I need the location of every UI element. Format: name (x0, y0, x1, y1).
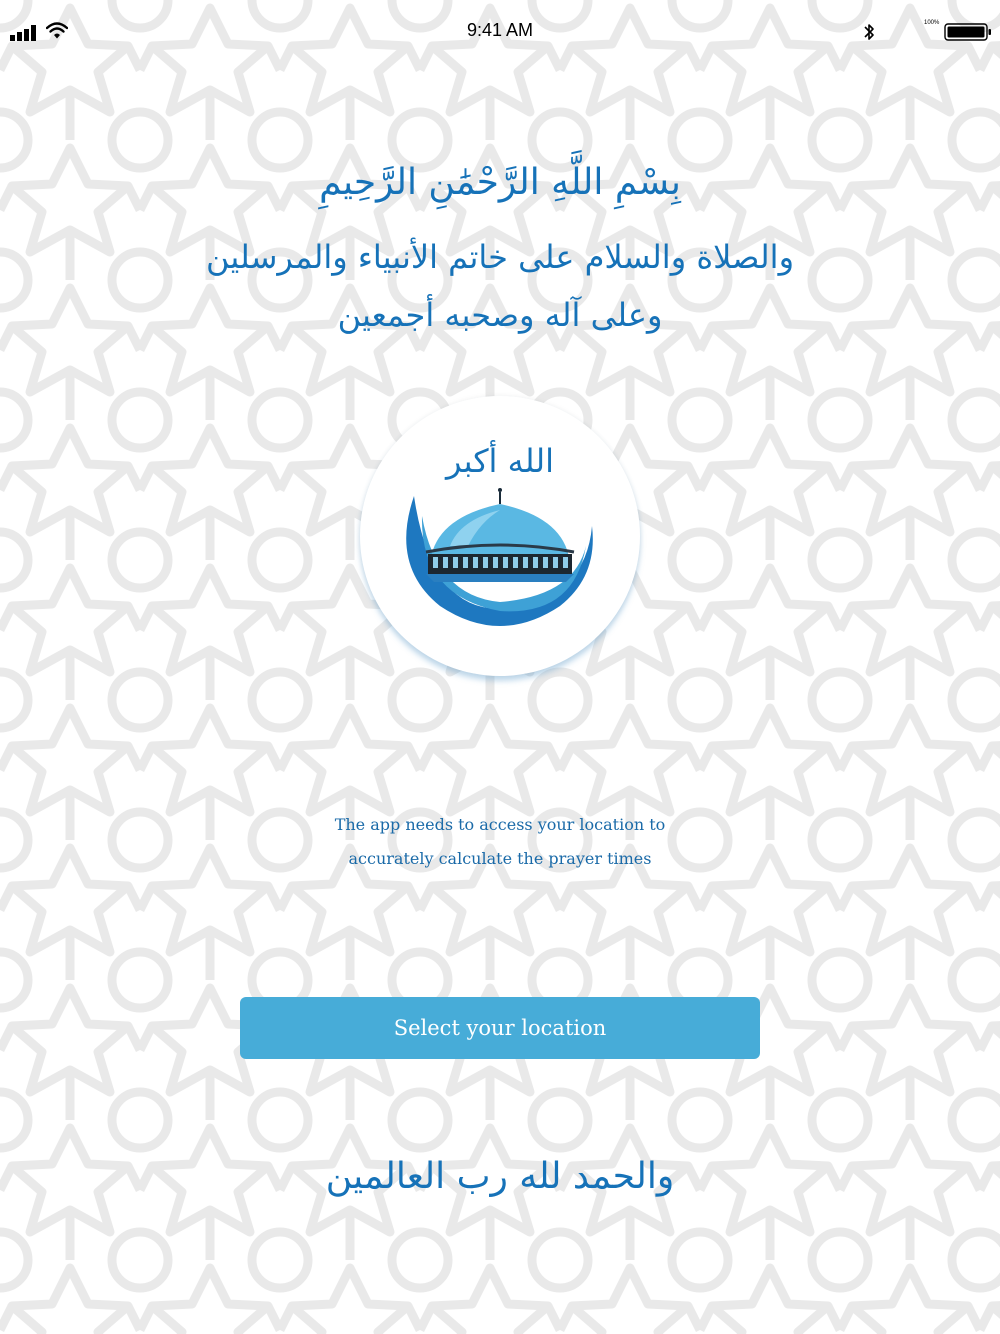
location-permission-message (0, 808, 1000, 876)
basmala-heading: بِسْمِ اللَّهِ الرَّحْمَٰنِ الرَّحِيمِ (319, 162, 681, 203)
salawat-line-1: والصلاة والسلام على خاتم الأنبياء والمرسلين (205, 238, 795, 276)
hamdala-footer: والحمد لله رب العالمين (325, 1156, 675, 1197)
logo-inscription: الله أكبر (446, 442, 554, 480)
bluetooth-icon (862, 22, 876, 42)
message-line-1: The app needs to access your location to (334, 815, 666, 834)
message-line-2: accurately calculate the prayer times (348, 849, 652, 868)
app-logo (360, 396, 640, 676)
mosque-dome-crescent-icon (360, 396, 640, 676)
battery-icon (944, 22, 992, 42)
salawat-line-2: وعلى آله وصحبه أجمعين (337, 296, 663, 334)
battery-percent: 100% (924, 20, 940, 26)
select-location-button[interactable]: Select your location (240, 997, 760, 1059)
status-time: 9:41 AM (466, 20, 534, 40)
status-bar (0, 0, 1000, 62)
